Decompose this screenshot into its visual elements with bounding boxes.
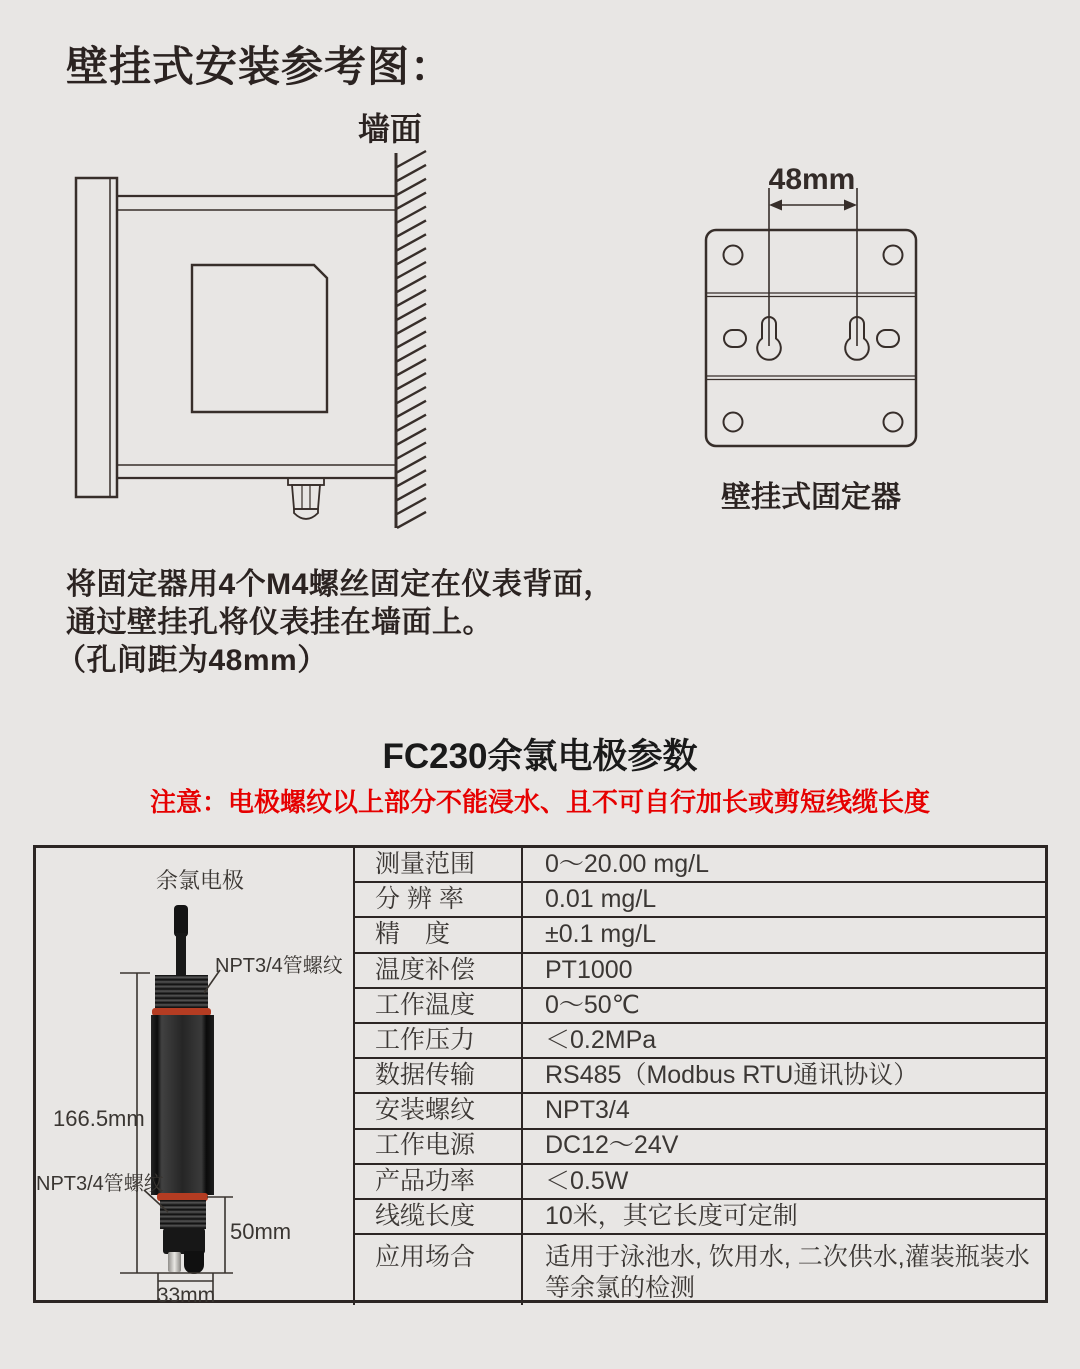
spec-label-cell: 工作压力	[355, 1024, 523, 1059]
spec-warning-text: 注意：电极螺纹以上部分不能浸水、且不可自行加长或剪短线缆长度	[149, 787, 930, 817]
spec-label-cell: 精 度	[355, 918, 523, 953]
spec-label-cell: 产品功率	[355, 1165, 523, 1200]
spec-value-cell: DC12～24V	[523, 1130, 1045, 1165]
spec-label-cell: 应用场合	[355, 1235, 523, 1305]
spec-label-cell: 工作电源	[355, 1130, 523, 1165]
electrode-label: 余氯电极	[155, 868, 244, 893]
cable-gland	[288, 478, 324, 519]
spec-value-cell: ＜0.2MPa	[523, 1024, 1045, 1059]
spec-label-cell: 安装螺纹	[355, 1094, 523, 1129]
thread-label-bottom: NPT3/4管螺纹	[36, 1173, 164, 1195]
width-dimension: 33mm	[156, 1284, 216, 1307]
spec-label-cell: 测量范围	[355, 848, 523, 883]
bracket-side-slots	[724, 330, 899, 347]
spec-value-cell: 0～50℃	[523, 989, 1045, 1024]
spec-value-cell: ＜0.5W	[523, 1165, 1045, 1200]
spec-label-cell: 线缆长度	[355, 1200, 523, 1235]
hole-distance-dimension: 48mm	[768, 163, 856, 196]
spec-value-cell: ±0.1 mg/L	[523, 918, 1045, 953]
spec-section-title: FC230余氯电极参数	[382, 737, 698, 776]
wall-label: 墙面	[358, 111, 423, 147]
thread-label-top: NPT3/4管螺纹	[215, 955, 343, 977]
spec-label-cell: 工作温度	[355, 989, 523, 1024]
spec-label-cell: 温度补偿	[355, 954, 523, 989]
bracket-label: 壁挂式固定器	[721, 481, 901, 514]
bracket-keyhole-slots	[757, 317, 869, 360]
total-length-dimension: 166.5mm	[53, 1106, 145, 1131]
install-instruction-line2: 通过壁挂孔将仪表挂在墙面上。	[66, 606, 493, 639]
instrument-body	[76, 178, 396, 497]
bracket-screw-holes	[724, 246, 903, 432]
install-instruction-line3: （孔间距为48mm）	[56, 644, 328, 677]
spec-label-cell: 数据传输	[355, 1059, 523, 1094]
spec-label-cell: 分 辨 率	[355, 883, 523, 918]
wall-hatching	[397, 151, 426, 528]
install-instruction-line1: 将固定器用4个M4螺丝固定在仪表背面，	[66, 568, 614, 601]
bracket-diagram	[706, 188, 916, 446]
electrode-photo-cell	[36, 848, 355, 1305]
spec-value-cell: 10米，其它长度可定制	[523, 1200, 1045, 1235]
side-view-diagram	[76, 151, 426, 528]
spec-value-cell: PT1000	[523, 954, 1045, 989]
spec-value-cell: NPT3/4	[523, 1094, 1045, 1129]
dimension-48mm	[769, 188, 857, 346]
spec-value-cell: RS485（Modbus RTU通讯协议）	[523, 1059, 1045, 1094]
spec-value-cell: 适用于泳池水, 饮用水, 二次供水,灌装瓶装水等余氯的检测	[545, 1243, 1030, 1303]
spec-value-cell: 0.01 mg/L	[523, 883, 1045, 918]
spec-value-cell: 0～20.00 mg/L	[523, 848, 1045, 883]
lower-length-dimension: 50mm	[230, 1219, 292, 1244]
spec-table	[33, 845, 1048, 1303]
page-title: 壁挂式安装参考图：	[66, 43, 454, 90]
